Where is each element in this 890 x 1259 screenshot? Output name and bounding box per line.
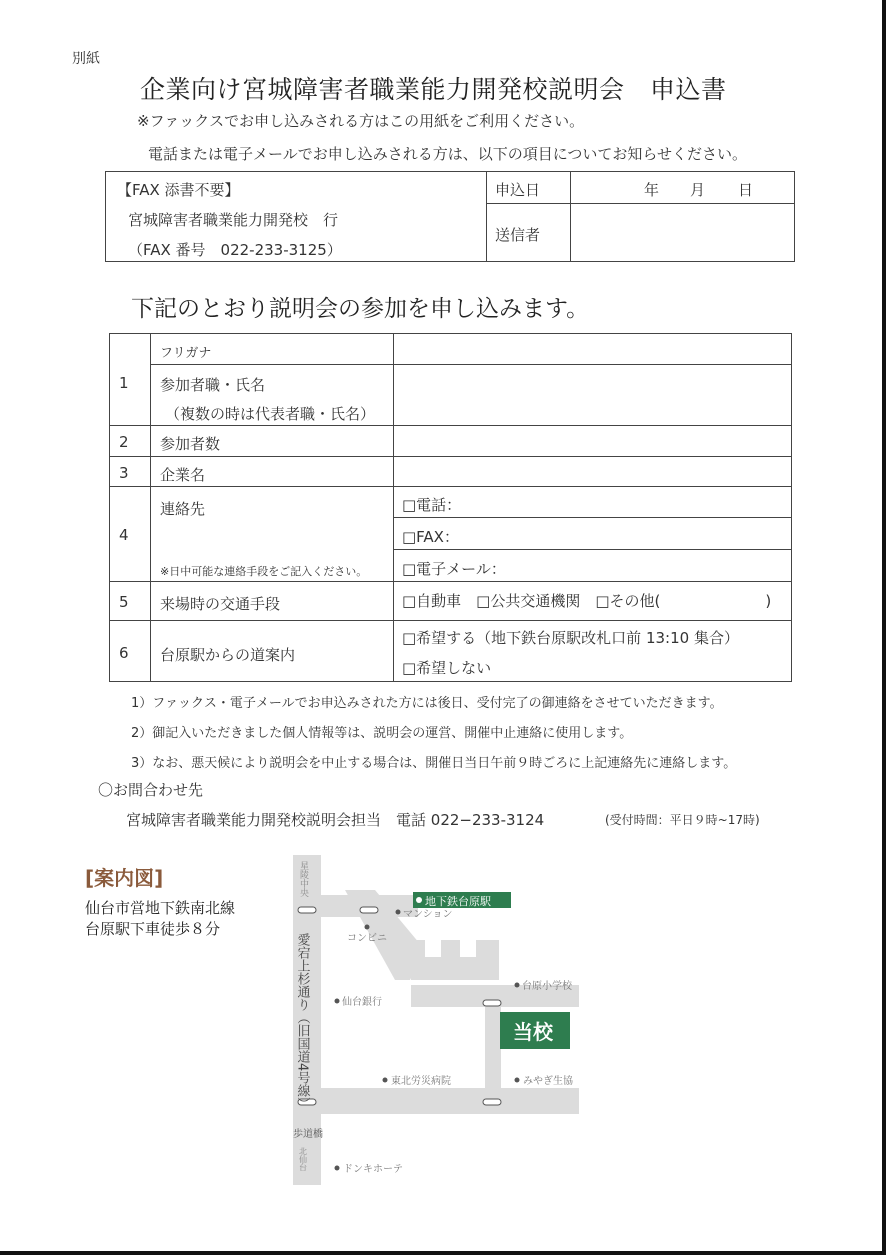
main-road-label: 愛宕上杉通り（旧国道4号線） xyxy=(294,933,310,1111)
map-desc-line2: 台原駅下車徒歩８分 xyxy=(85,920,221,938)
attachment-label: 別紙 xyxy=(72,51,100,67)
date-year: 年 xyxy=(644,181,660,199)
row-5-number: 5 xyxy=(119,593,129,611)
page-title: 企業向け宮城障害者職業能力開発校説明会 申込書 xyxy=(140,75,727,104)
top-road-label: 星陵中央 xyxy=(298,861,308,897)
date-month: 月 xyxy=(690,181,706,199)
guide-yes-option[interactable]: □希望する（地下鉄台原駅改札口前 13:10 集合） xyxy=(402,629,739,647)
participant-count-label: 参加者数 xyxy=(160,435,221,453)
form-subtitle: 下記のとおり説明会の参加を申し込みます。 xyxy=(131,296,590,322)
mansion-label: マンション xyxy=(403,909,453,920)
footnote-3: 3）なお、悪天候により説明会を中止する場合は、開催日当日午前９時ごろに上記連絡先に連絡します。 xyxy=(131,756,737,771)
guide-no-option[interactable]: □希望しない xyxy=(402,659,492,677)
participant-name-label: 参加者職・氏名 xyxy=(160,376,266,394)
contact-phone-field[interactable]: □電話： xyxy=(402,496,462,514)
fax-number: （FAX 番号 022-233-3125） xyxy=(128,241,342,259)
footnote-2: 2）御記入いただきました個人情報等は、説明会の運営、開催中止連絡に使用します。 xyxy=(131,726,633,741)
row-4-number: 4 xyxy=(119,526,129,544)
coop-label: みやぎ生協 xyxy=(523,1076,573,1087)
furigana-label: フリガナ xyxy=(160,346,212,361)
row-1-number: 1 xyxy=(119,374,129,392)
fax-recipient: 宮城障害者職業能力開発校 行 xyxy=(128,211,339,229)
fax-header: 【FAX 添書不要】 xyxy=(117,181,240,199)
hospital-label: 東北労災病院 xyxy=(391,1076,451,1087)
guide-label: 台原駅からの道案内 xyxy=(160,646,296,664)
station-label: 地下鉄台原駅 xyxy=(425,895,491,908)
contact-email-field[interactable]: □電子メール： xyxy=(402,560,506,578)
row-6-number: 6 xyxy=(119,644,129,662)
access-map xyxy=(285,855,585,1190)
bank-label: 仙台銀行 xyxy=(342,997,382,1008)
inquiry-contact: 宮城障害者職業能力開発校説明会担当 電話 022−233-3124 xyxy=(126,811,545,829)
footbridge-label: 歩道橋 xyxy=(293,1129,323,1140)
school-label: 当校 xyxy=(513,1020,553,1044)
row-2-number: 2 xyxy=(119,433,129,451)
transport-options[interactable]: □自動車 □公共交通機関 □その他( ) xyxy=(402,592,772,610)
map-title: [案内図] xyxy=(85,866,164,890)
konbini-label: コンビニ xyxy=(347,933,387,944)
date-day: 日 xyxy=(738,181,754,199)
row-3-number: 3 xyxy=(119,464,129,482)
participant-name-sub: （複数の時は代表者職・氏名） xyxy=(165,405,376,423)
inquiry-hours: (受付時間：平日９時~17時) xyxy=(605,813,760,827)
note-fax-usage: ※ファックスでお申し込みされる方はこの用紙をご利用ください。 xyxy=(137,112,585,130)
map-desc-line1: 仙台市営地下鉄南北線 xyxy=(85,899,236,917)
note-phone-email: 電話または電子メールでお申し込みされる方は、以下の項目についてお知らせください。 xyxy=(148,145,747,163)
footnote-1: 1）ファックス・電子メールでお申込みされた方には後日、受付完了の御連絡をさせていただきます。 xyxy=(131,696,723,711)
inquiry-heading: 〇お問合わせ先 xyxy=(98,781,204,799)
sender-label: 送信者 xyxy=(495,226,541,244)
donki-label: ドンキホーテ xyxy=(343,1164,403,1175)
company-name-label: 企業名 xyxy=(160,466,206,484)
date-label: 申込日 xyxy=(495,181,541,199)
contact-label: 連絡先 xyxy=(160,500,206,518)
contact-fax-field[interactable]: □FAX： xyxy=(402,528,459,546)
elementary-label: 台原小学校 xyxy=(522,981,572,992)
bottom-road-label: 北仙台 xyxy=(298,1147,308,1171)
contact-note: ※日中可能な連絡手段をご記入ください。 xyxy=(160,565,368,578)
transport-label: 来場時の交通手段 xyxy=(160,595,281,613)
